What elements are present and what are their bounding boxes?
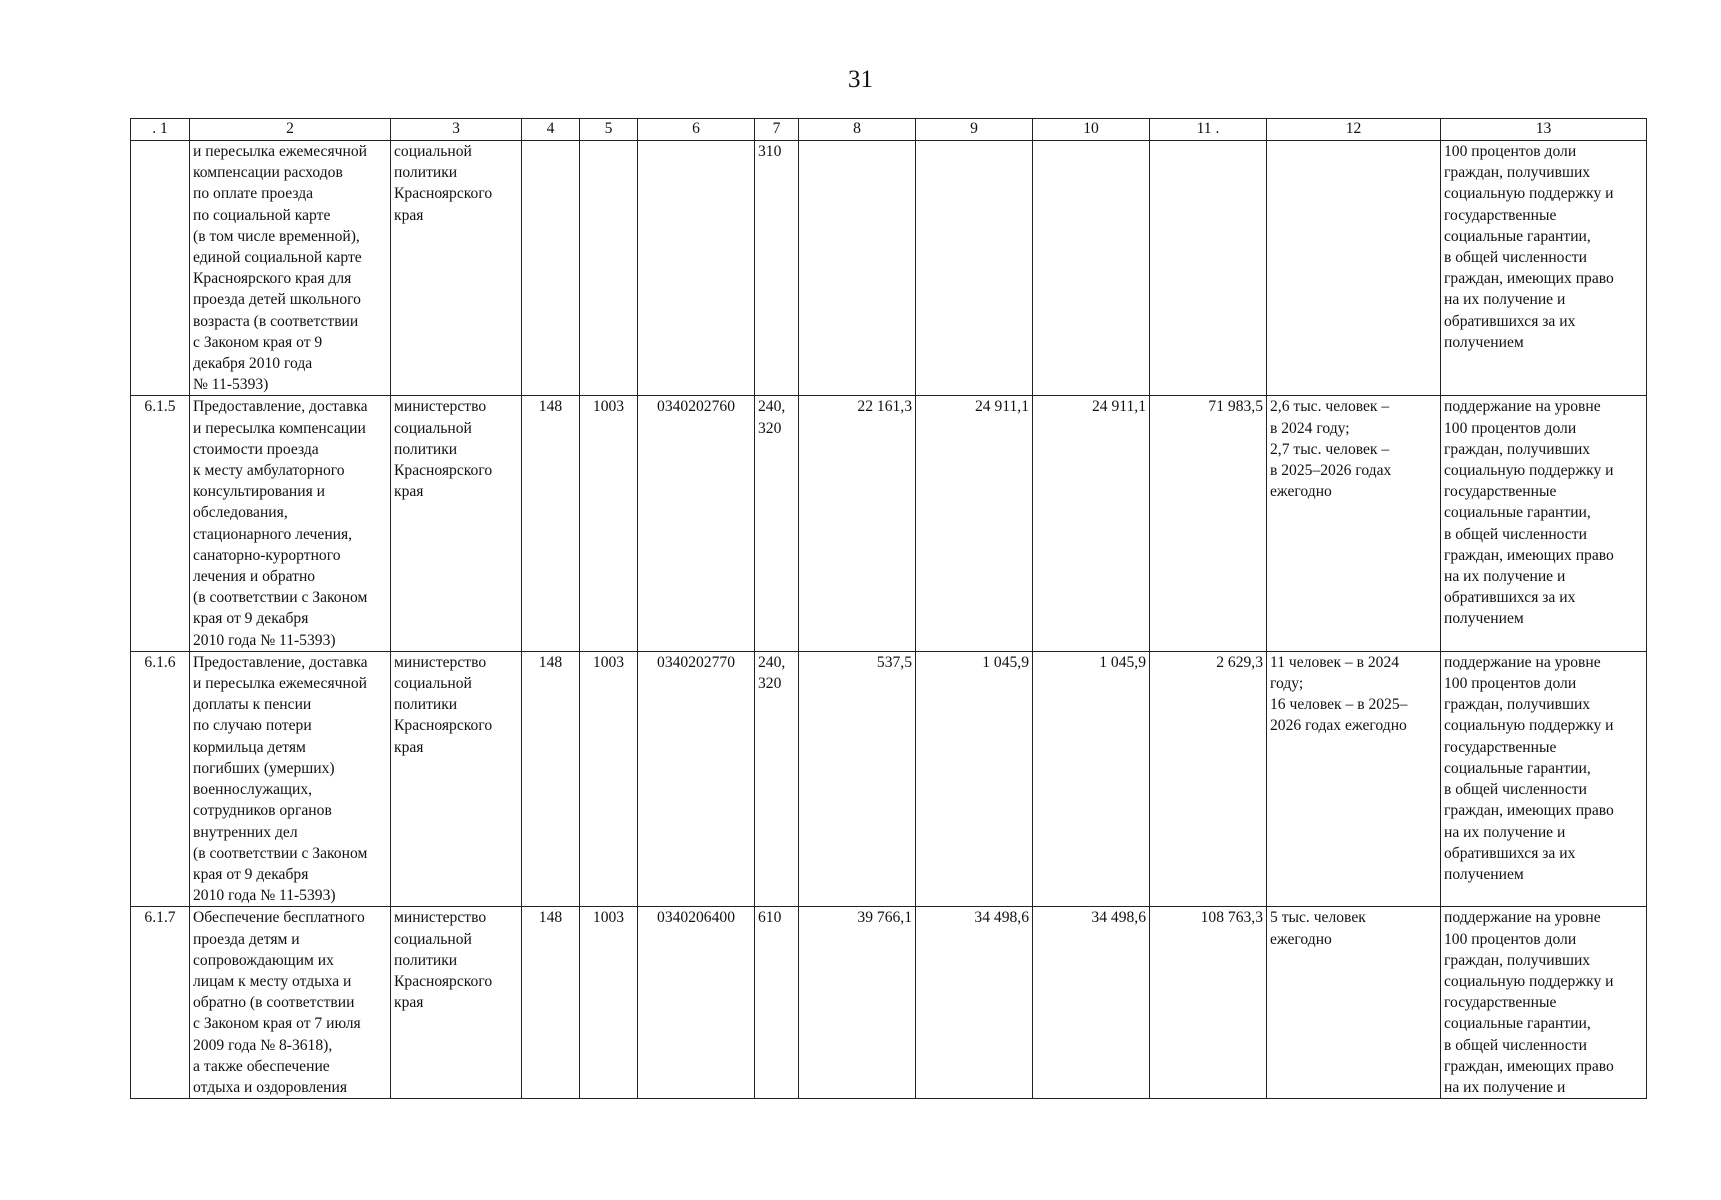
table-row <box>131 396 1647 651</box>
expected-result: 5 тыс. человек ежегодно <box>1267 907 1441 1099</box>
section-code: 1003 <box>580 651 638 906</box>
column-header-11: 11 . <box>1150 119 1267 141</box>
item-number: 6.1.5 <box>131 396 190 651</box>
responsible-body: министерство социальной политики Красноярского края <box>391 651 522 906</box>
indicator: поддержание на уровне 100 процентов доли граждан, получивших социальную поддержку и государственные социальные гарантии, в общей численности граждан, имеющих право на их получение и обратившихся за их получением <box>1441 396 1647 651</box>
section-code: 1003 <box>580 396 638 651</box>
grbs-code: 148 <box>522 396 580 651</box>
expected-result: 11 человек – в 2024 году; 16 человек – в 2025– 2026 годах ежегодно <box>1267 651 1441 906</box>
expense-type-code: 240, 320 <box>755 651 799 906</box>
table-row <box>131 141 1647 396</box>
amount-2026: 24 911,1 <box>1033 396 1150 651</box>
column-header-12: 12 <box>1267 119 1441 141</box>
responsible-body: министерство социальной политики Красноярского края <box>391 396 522 651</box>
column-header-2: 2 <box>190 119 391 141</box>
item-number: 6.1.6 <box>131 651 190 906</box>
expense-type-code: 310 <box>755 141 799 396</box>
responsible-body: министерство социальной политики Красноярского края <box>391 907 522 1099</box>
item-number <box>131 141 190 396</box>
responsible-body: социальной политики Красноярского края <box>391 141 522 396</box>
measure-name: и пересылка ежемесячной компенсации расходов по оплате проезда по социальной карте (в том числе временной), единой социальной карте Красноярского края для проезда детей школьного возраста (в соответствии с Законом края от 9 декабря 2010 года № 11-5393) <box>190 141 391 396</box>
column-header-3: 3 <box>391 119 522 141</box>
column-header-13: 13 <box>1441 119 1647 141</box>
amount-2025 <box>916 141 1033 396</box>
target-item-code: 0340206400 <box>638 907 755 1099</box>
expected-result <box>1267 141 1441 396</box>
expected-result: 2,6 тыс. человек – в 2024 году; 2,7 тыс. человек – в 2025–2026 годах ежегодно <box>1267 396 1441 651</box>
indicator: поддержание на уровне 100 процентов доли граждан, получивших социальную поддержку и государственные социальные гарантии, в общей численности граждан, имеющих право на их получение и <box>1441 907 1647 1099</box>
section-code: 1003 <box>580 907 638 1099</box>
amount-total: 108 763,3 <box>1150 907 1267 1099</box>
column-header-10: 10 <box>1033 119 1150 141</box>
amount-2024 <box>799 141 916 396</box>
amount-2025: 34 498,6 <box>916 907 1033 1099</box>
column-header-1: . 1 <box>131 119 190 141</box>
column-header-4: 4 <box>522 119 580 141</box>
amount-2026: 34 498,6 <box>1033 907 1150 1099</box>
target-item-code <box>638 141 755 396</box>
column-header-8: 8 <box>799 119 916 141</box>
amount-2025: 24 911,1 <box>916 396 1033 651</box>
section-code <box>580 141 638 396</box>
amount-2026: 1 045,9 <box>1033 651 1150 906</box>
amount-total: 2 629,3 <box>1150 651 1267 906</box>
measure-name: Обеспечение бесплатного проезда детям и сопровождающим их лицам к месту отдыха и обратно (в соответствии с Законом края от 7 июля 2009 года № 8-3618), а также обеспечение отдыха и оздоровления <box>190 907 391 1099</box>
indicator: 100 процентов доли граждан, получивших социальную поддержку и государственные социальные гарантии, в общей численности граждан, имеющих право на их получение и обратившихся за их получением <box>1441 141 1647 396</box>
grbs-code <box>522 141 580 396</box>
amount-2025: 1 045,9 <box>916 651 1033 906</box>
target-item-code: 0340202770 <box>638 651 755 906</box>
page-number: 31 <box>848 66 873 93</box>
measure-name: Предоставление, доставка и пересылка ежемесячной доплаты к пенсии по случаю потери кормильца детям погибших (умерших) военнослужащих, сотрудников органов внутренних дел (в соответствии с Законом края от 9 декабря 2010 года № 11-5393) <box>190 651 391 906</box>
amount-2024: 537,5 <box>799 651 916 906</box>
header-row <box>131 119 1647 141</box>
grbs-code: 148 <box>522 907 580 1099</box>
measure-name: Предоставление, доставка и пересылка компенсации стоимости проезда к месту амбулаторного консультирования и обследования, стационарного лечения, санаторно-курортного лечения и обратно (в соответствии с Законом края от 9 декабря 2010 года № 11-5393) <box>190 396 391 651</box>
expense-type-code: 240, 320 <box>755 396 799 651</box>
amount-2024: 22 161,3 <box>799 396 916 651</box>
column-header-9: 9 <box>916 119 1033 141</box>
amount-total: 71 983,5 <box>1150 396 1267 651</box>
target-item-code: 0340202760 <box>638 396 755 651</box>
amount-2024: 39 766,1 <box>799 907 916 1099</box>
expense-type-code: 610 <box>755 907 799 1099</box>
item-number: 6.1.7 <box>131 907 190 1099</box>
column-header-6: 6 <box>638 119 755 141</box>
column-header-7: 7 <box>755 119 799 141</box>
amount-2026 <box>1033 141 1150 396</box>
program-measures-table <box>130 118 1647 1099</box>
grbs-code: 148 <box>522 651 580 906</box>
column-header-5: 5 <box>580 119 638 141</box>
amount-total <box>1150 141 1267 396</box>
indicator: поддержание на уровне 100 процентов доли граждан, получивших социальную поддержку и государственные социальные гарантии, в общей численности граждан, имеющих право на их получение и обратившихся за их получением <box>1441 651 1647 906</box>
table-row <box>131 651 1647 906</box>
table-row <box>131 907 1647 1099</box>
